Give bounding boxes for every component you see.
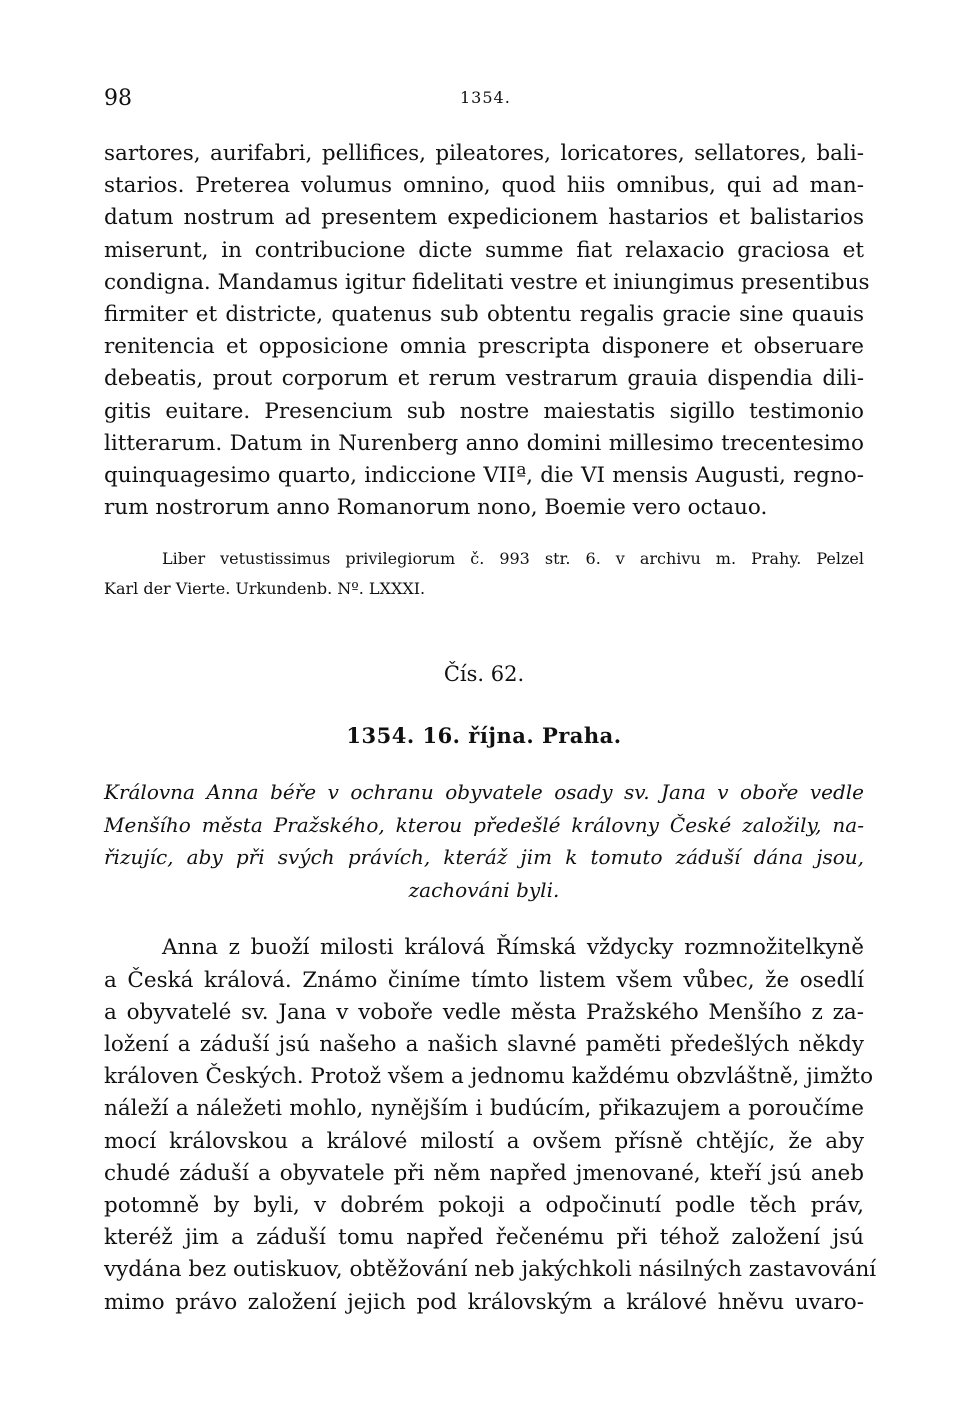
page-number: 98 — [104, 86, 132, 111]
page-content — [104, 138, 877, 1319]
text-line: královen Českých. Protož všem a jednomu každému obzvláštně, jimžto — [104, 1064, 874, 1090]
text-line: vydána bez outiskuov, obtěžování neb jakýchkoli násilných zastavování — [104, 1257, 877, 1283]
regest-line: Menšího města Pražského, kterou předešlé královny České založily, na- — [104, 812, 864, 837]
text-line: debeatis, prout corporum et rerum vestrarum grauia dispendia dili- — [104, 366, 864, 392]
text-line: a obyvatelé sv. Jana v voboře vedle města Pražského Menšího z za- — [104, 999, 864, 1025]
running-title: 1354. — [460, 88, 511, 107]
text-line: Anna z buoží milosti králová Římská vždycky rozmnožitelkyně — [162, 935, 864, 961]
source-line: Liber vetustissimus privilegiorum č. 993 str. 6. v archivu m. Prahy. Pelzel — [162, 549, 864, 569]
text-line: mimo právo založení jejich pod královským a králové hněvu uvaro- — [104, 1289, 864, 1315]
text-line: firmiter et districte, quatenus sub obtentu regalis gracie sine quauis — [104, 302, 864, 328]
text-line: datum nostrum ad presentem expedicionem hastarios et balistarios — [104, 205, 864, 231]
continuation-paragraph — [104, 138, 870, 524]
text-line: renitencia et opposicione omnia prescripta disponere et obseruare — [104, 334, 864, 360]
text-line: gitis euitare. Presencium sub nostre maiestatis sigillo testimonio — [104, 398, 864, 424]
page-header — [104, 86, 864, 116]
text-line: kteréž jim a záduší tomu napřed řečenému při téhož založení jsú — [104, 1225, 864, 1251]
text-line: miserunt, in contribucione dicte summe fiat relaxacio graciosa et — [104, 237, 864, 263]
text-line: chudé záduší a obyvatele při něm napřed jmenované, kteří jsú aneb — [104, 1160, 864, 1186]
text-line: mocí královskou a králové milostí a ovšem přísně chtějíc, že aby — [104, 1128, 864, 1154]
document-body — [104, 932, 877, 1318]
regest-line: řizujíc, aby při svých právích, kteráž jim k tomuto záduší dána jsou, — [104, 845, 864, 870]
text-line: litterarum. Datum in Nurenberg anno domini millesimo trecentesimo — [104, 430, 864, 456]
source-note — [104, 544, 864, 604]
regest-line: zachováni byli. — [408, 877, 560, 902]
text-line: starios. Preterea volumus omnino, quod hiis omnibus, qui ad man- — [104, 173, 864, 199]
text-line: quinquagesimo quarto, indiccione VIIª, die VI mensis Augusti, regno- — [104, 463, 864, 489]
text-line: condigna. Mandamus igitur fidelitati vestre et iniungimus presentibus — [104, 269, 870, 295]
text-line: náleží a náležeti mohlo, nynějším i budúcím, přikazujem a poroučíme — [104, 1096, 864, 1122]
regest-line: Královna Anna béře v ochranu obyvatele osady sv. Jana v oboře vedle — [104, 780, 864, 805]
text-line: ložení a záduší jsú našeho a našich slavné paměti předešlých někdy — [104, 1032, 864, 1058]
text-line: potomně by byli, v dobrém pokoji a odpočinutí podle těch práv, — [104, 1193, 864, 1219]
text-line: rum nostrorum anno Romanorum nono, Boemie vero octauo. — [104, 495, 768, 521]
text-line: sartores, aurifabri, pellifices, pileatores, loricatores, sellatores, bali- — [104, 141, 864, 166]
document-regest — [104, 776, 864, 906]
document-date-place: 1354. 16. října. Praha. — [346, 723, 622, 749]
source-line: Karl der Vierte. Urkundenb. Nº. LXXXI. — [104, 579, 426, 599]
text-line: a Česká králová. Známo činíme tímto listem všem vůbec, že osedlí — [104, 967, 864, 993]
document-number: Čís. 62. — [443, 662, 525, 687]
